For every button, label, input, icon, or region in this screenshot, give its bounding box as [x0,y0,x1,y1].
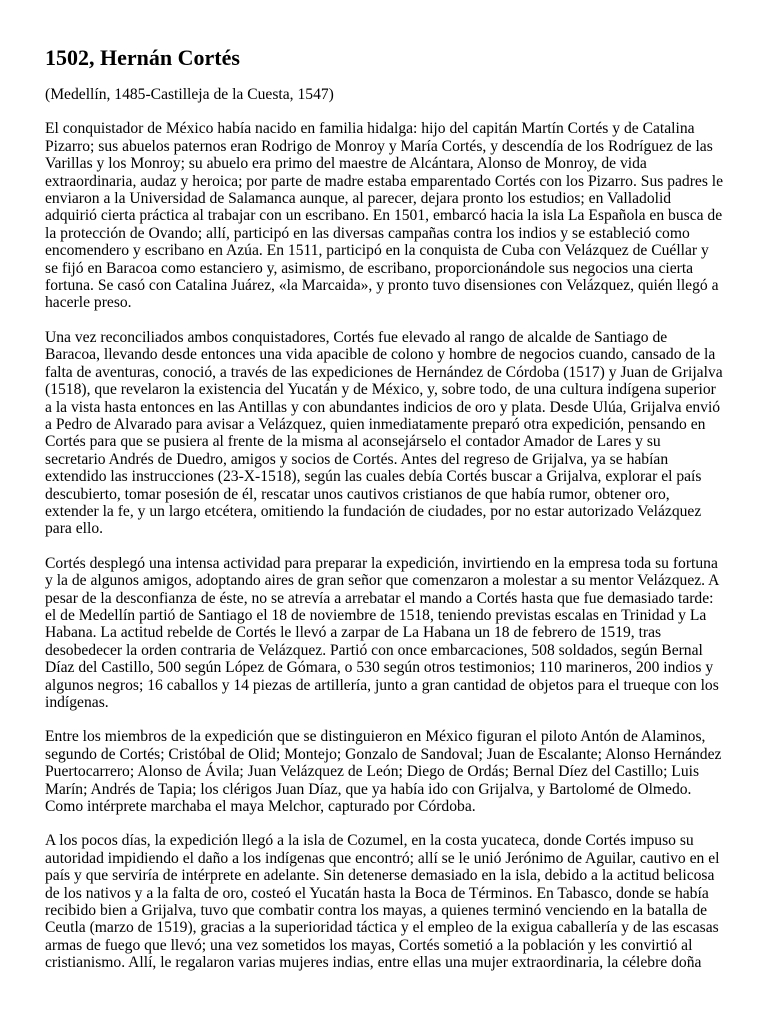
paragraph-expedition-preparation: Cortés desplegó una intensa actividad para preparar la expedición, invirtiendo en la empresa toda su fortuna y la de algunos amigos, adoptando aires de gran señor que comenzaron a molestar a su mentor Velázquez. A pesar de la desconfianza de éste, no se atrevía a arrebatar el mando a Cortés hasta que fue demasiado tarde: el de Medellín partió de Santiago el 18 de noviembre de 1518, teniendo previstas escalas en Trinidad y La Habana. La actitud rebelde de Cortés le llevó a zarpar de La Habana un 18 de febrero de 1519, tras desobedecer la orden contraria de Velázquez. Partió con once embarcaciones, 508 soldados, según Bernal Díaz del Castillo, 500 según López de Gómara, o 530 según otros testimonios; 110 marineros, 200 indios y algunos negros; 16 caballos y 14 piezas de artillería, junto a gran cantidad de objetos para el trueque con los indígenas. [45,554,719,711]
page-title: 1502, Hernán Cortés [45,45,240,70]
paragraph-origins: El conquistador de México había nacido en familia hidalga: hijo del capitán Martín Cortés y de Catalina Pizarro; sus abuelos paternos eran Rodrigo de Monroy y María Cortés, y descendía de los Rodríguez de las Varillas y los Monroy; su abuelo era primo del maestre de Alcántara, Alonso de Monroy, de vida extraordinaria, audaz y heroica; por parte de madre estaba emparentado Cortés con los Pizarro. Sus padres le enviaron a la Universidad de Salamanca aunque, al parecer, dejara pronto los estudios; en Valladolid adquirió cierta práctica al trabajar con un escribano. En 1501, embarcó hacia la isla La Española en busca de la protección de Ovando; allí, participó en las diversas campañas contra los indios y se estableció como encomendero y escribano en Azúa. En 1511, participó en la conquista de Cuba con Velázquez de Cuéllar y se fijó en Baracoa como estanciero y, asimismo, de escribano, proporcionándole sus negocios una cierta fortuna. Se casó con Catalina Juárez, «la Marcaida», y pronto tuvo disensiones con Velázquez, quién llegó a hacerle preso. [45,120,724,312]
paragraph-cozumel-tabasco: A los pocos días, la expedición llegó a la isla de Cozumel, en la costa yucateca, donde Cortés impuso su autoridad impidiendo el daño a los indígenas que encontró; allí se le unió Jerónimo de Aguilar, cautivo en el país y que serviría de intérprete en adelante. Sin detenerse demasiado en la isla, debido a la actitud belicosa de los nativos y a la falta de oro, costeó el Yucatán hasta la Boca de Términos. En Tabasco, donde se había recibido bien a Grijalva, tuvo que combatir contra los mayas, a quienes terminó venciendo en la batalla de Ceutla (marzo de 1519), gracias a la superioridad táctica y el empleo de la exigua caballería y de las escasas armas de fuego que llevó; una vez sometidos los mayas, Cortés sometió a la población y les convirtió al cristianismo. Allí, le regalaron varias mujeres indias, entre ellas una mujer extraordinaria, la célebre doña [45,832,720,972]
document-page [45,44,725,989]
paragraph-reconciliation: Una vez reconciliados ambos conquistadores, Cortés fue elevado al rango de alcalde de Santiago de Baracoa, llevando desde entonces una vida apacible de colono y hombre de negocios cuando, cansado de la falta de aventuras, conoció, a través de las expediciones de Hernández de Córdoba (1517) y Juan de Grijalva (1518), que revelaron la existencia del Yucatán y de México, y, sobre todo, de una cultura indígena superior a la vista hasta entonces en las Antillas y con abundantes indicios de oro y plata. Desde Ulúa, Grijalva envió a Pedro de Alvarado para avisar a Velázquez, quien inmediatamente preparó otra expedición, pensando en Cortés para que se pusiera al frente de la misma al aconsejárselo el contador Amador de Lares y su secretario Andrés de Duedro, amigos y socios de Cortés. Antes del regreso de Grijalva, ya se habían extendido las instrucciones (23-X-1518), según las cuales debía Cortés buscar a Grijalva, explorar el país descubierto, tomar posesión de él, rescatar unos cautivos cristianos de que había rumor, obtener oro, extender la fe, y un largo etcétera, omitiendo la fundación de ciudades, por no estar autorizado Velázquez para ello. [45,328,723,538]
paragraph-expedition-members: Entre los miembros de la expedición que se distinguieron en México figuran el piloto Antón de Alaminos, segundo de Cortés; Cristóbal de Olid; Montejo; Gonzalo de Sandoval; Juan de Escalante; Alonso Hernández Puertocarrero; Alonso de Ávila; Juan Velázquez de León; Diego de Ordás; Bernal Díez del Castillo; Luis Marín; Andrés de Tapia; los clérigos Juan Díaz, que ya había ido con Grijalva, y Bartolomé de Olmedo. Como intérprete marchaba el maya Melchor, capturado por Córdoba. [45,728,722,816]
subtitle-dates: (Medellín, 1485-Castilleja de la Cuesta, 1547) [45,86,334,103]
